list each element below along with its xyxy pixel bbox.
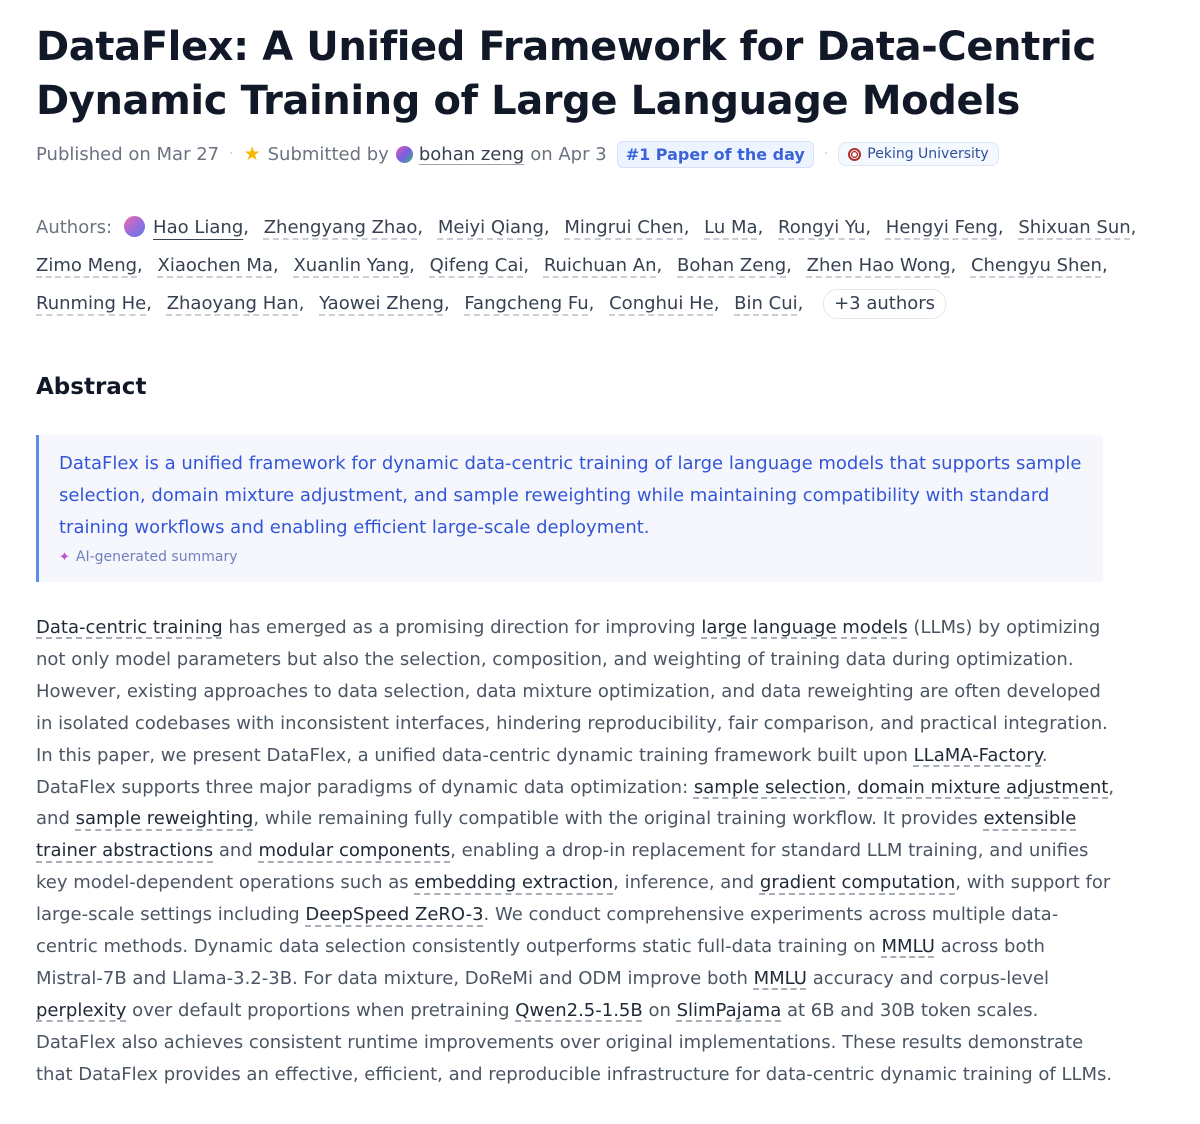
author-separator: , xyxy=(950,255,957,276)
author-link[interactable]: Yaowei Zheng xyxy=(319,293,444,314)
author-separator: , xyxy=(713,293,720,314)
submitted-date: on Apr 3 xyxy=(530,143,607,165)
keyword-link[interactable]: modular components xyxy=(258,840,451,862)
author-link[interactable]: Qifeng Cai xyxy=(429,255,524,276)
author-separator: , xyxy=(757,217,764,238)
author-link[interactable]: Lu Ma xyxy=(704,217,758,238)
author-link[interactable]: Xiaochen Ma xyxy=(157,255,273,276)
keyword-link[interactable]: extensible trainer abstractions xyxy=(36,808,1077,862)
author-separator: , xyxy=(409,255,415,276)
author-separator: , xyxy=(588,293,595,314)
ai-summary-label: AI-generated summary xyxy=(75,549,238,565)
submitter-link[interactable]: bohan zeng xyxy=(418,143,525,165)
abstract-text: and xyxy=(213,840,259,862)
sparkle-icon: ✦ xyxy=(59,549,70,565)
abstract-heading: Abstract xyxy=(36,374,147,400)
separator-dot: · xyxy=(229,146,234,162)
paper-of-day-badge[interactable]: #1 Paper of the day xyxy=(617,141,814,168)
keyword-link[interactable]: DeepSpeed ZeRO-3 xyxy=(305,904,484,926)
star-icon: ★ xyxy=(243,143,261,165)
author-separator: , xyxy=(137,255,143,276)
author-separator: , xyxy=(146,293,152,314)
ai-summary-text: DataFlex is a unified framework for dynamic data-centric training of large language models that supports sample selection, domain mixture adjustment, and sample reweighting while maintaining compatibility with standard training workflows and enabling efficient large-scale deployment. xyxy=(59,453,1082,538)
author-separator: , xyxy=(865,217,872,238)
author-link[interactable]: Ruichuan An xyxy=(543,255,657,276)
author-link[interactable]: Zhen Hao Wong xyxy=(806,255,951,276)
abstract-text: accuracy and corpus-level xyxy=(806,967,1050,989)
abstract-text: . We conduct comprehensive experiments across multiple data-centric methods. Dynamic data selection consistently outperforms static full-data training on xyxy=(36,904,1059,958)
author-link[interactable]: Shixuan Sun xyxy=(1018,217,1131,238)
submitter-avatar[interactable] xyxy=(396,146,413,163)
abstract-text: , while remaining fully compatible with the original training workflow. It provides xyxy=(253,808,984,830)
keyword-link[interactable]: MMLU xyxy=(881,936,935,958)
paper-title: DataFlex: A Unified Framework for Data-Centric Dynamic Training of Large Language Models xyxy=(36,24,1096,124)
organization-chip[interactable] xyxy=(838,142,998,166)
keyword-link[interactable]: sample reweighting xyxy=(75,808,254,830)
author-separator: , xyxy=(797,293,804,314)
keyword-link[interactable]: domain mixture adjustment xyxy=(857,776,1109,798)
author-link[interactable]: Bohan Zeng xyxy=(677,255,787,276)
author-link[interactable]: Chengyu Shen xyxy=(970,255,1102,276)
abstract-text: , and xyxy=(36,776,1115,830)
abstract-text: , inference, and xyxy=(613,872,760,894)
keyword-link[interactable]: embedding extraction xyxy=(414,872,614,894)
keyword-link[interactable]: sample selection xyxy=(693,776,846,798)
author-separator: , xyxy=(543,217,550,238)
submitted-by-label: Submitted by xyxy=(267,143,389,165)
author-separator: , xyxy=(1101,255,1108,276)
author-separator: , xyxy=(243,217,249,238)
keyword-link[interactable]: LLaMA-Factory xyxy=(913,744,1042,766)
author-separator: , xyxy=(683,217,690,238)
author-link[interactable]: Zhengyang Zhao xyxy=(263,217,418,238)
author-separator: , xyxy=(298,293,305,314)
author-link[interactable]: Bin Cui xyxy=(734,293,798,314)
author-separator: , xyxy=(523,255,530,276)
abstract-body xyxy=(36,612,1116,1091)
ai-summary-note xyxy=(59,549,1083,565)
author-separator: , xyxy=(272,255,279,276)
more-authors-button[interactable]: +3 authors xyxy=(823,289,946,319)
separator-dot: · xyxy=(823,146,829,162)
author-link[interactable]: Conghui He xyxy=(609,293,714,314)
author-separator: , xyxy=(656,255,663,276)
authors-label: Authors: xyxy=(36,217,113,238)
keyword-link[interactable]: SlimPajama xyxy=(676,999,782,1021)
author-separator: , xyxy=(417,217,424,238)
abstract-text: at 6B and 30B token scales. DataFlex also achieves consistent runtime improvements over original implementations. These results demonstrate that DataFlex provides an effective, efficient, and reproducible infrastructure for data-centric dynamic training of LLMs. xyxy=(36,999,1113,1085)
abstract-text: , enabling a drop-in replacement for standard LLM training, and unifies key model-dependent operations such as xyxy=(36,840,1089,894)
organization-name: Peking University xyxy=(867,146,989,162)
abstract-text: . DataFlex supports three major paradigms of dynamic data optimization: xyxy=(36,744,1048,798)
published-date: Published on Mar 27 xyxy=(36,143,220,165)
author-separator: , xyxy=(786,255,792,276)
author-link[interactable]: Zimo Meng xyxy=(36,255,138,276)
keyword-link[interactable]: perplexity xyxy=(36,999,127,1021)
paper-meta xyxy=(36,139,999,169)
abstract-text: , with support for large-scale settings including xyxy=(36,872,1111,926)
keyword-link[interactable]: Qwen2.5-1.5B xyxy=(515,999,643,1021)
author-link[interactable]: Hao Liang xyxy=(153,217,244,238)
authors-list xyxy=(36,209,1196,323)
abstract-text: on xyxy=(642,999,677,1021)
keyword-link[interactable]: MMLU xyxy=(753,967,807,989)
author-link[interactable]: Mingrui Chen xyxy=(564,217,684,238)
keyword-link[interactable]: large language models xyxy=(701,617,908,638)
abstract-text: (LLMs) by optimizing not only model parameters but also the selection, composition, and weighting of training data during optimization. However, existing approaches to data selection, data mixture optimization, and data reweighting are often developed in isolated codebases with inconsistent interfaces, hindering reproducibility, fair comparison, and practical integration. In this paper, we present DataFlex, a unified data-centric dynamic training framework built upon xyxy=(36,617,1108,766)
abstract-text: , xyxy=(845,776,858,798)
abstract-text: has emerged as a promising direction for improving xyxy=(222,617,702,638)
author-link[interactable]: Runming He xyxy=(36,293,147,314)
abstract-text: over default proportions when pretraining xyxy=(126,999,516,1021)
author-link[interactable]: Rongyi Yu xyxy=(778,217,866,238)
author-separator: , xyxy=(1130,217,1137,238)
university-logo-icon xyxy=(848,148,861,161)
author-link[interactable]: Fangcheng Fu xyxy=(464,293,589,314)
author-link[interactable]: Zhaoyang Han xyxy=(166,293,299,314)
author-avatar[interactable] xyxy=(124,216,145,237)
keyword-link[interactable]: gradient computation xyxy=(759,872,956,894)
author-link[interactable]: Xuanlin Yang xyxy=(293,255,410,276)
author-link[interactable]: Meiyi Qiang xyxy=(437,217,544,238)
ai-summary-box xyxy=(36,435,1103,582)
abstract-text: across both Mistral-7B and Llama-3.2-3B. For data mixture, DoReMi and ODM improve both xyxy=(36,936,1045,989)
author-separator: , xyxy=(443,293,450,314)
author-link[interactable]: Hengyi Feng xyxy=(885,217,998,238)
keyword-link[interactable]: Data-centric training xyxy=(36,617,223,638)
author-separator: , xyxy=(997,217,1004,238)
